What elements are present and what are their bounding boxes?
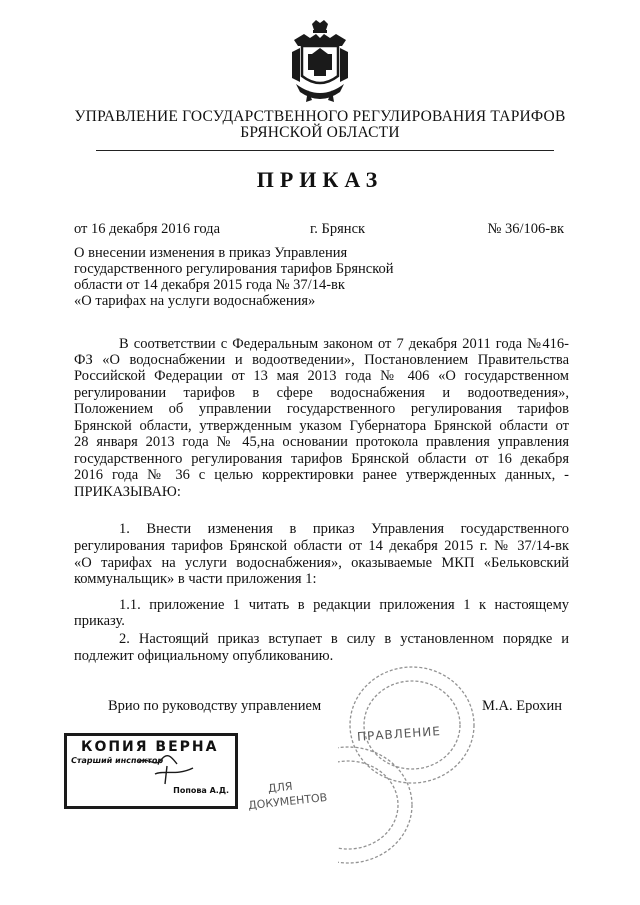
item-1-1-line: 1.1. приложение 1 читать в редакции приложения 1 к настоящему [119,597,569,613]
signatory-name: М.А. Ерохин [482,698,563,714]
preamble-line: государственного регулирования тарифов Брянской области от 16 декабря [74,451,569,467]
order-date: от 16 декабря 2016 года [74,221,220,237]
item-2-line: подлежит официальному опубликованию. [74,648,334,664]
subject-line: О внесении изменения в приказ Управления [74,245,348,261]
stamp-title: КОПИЯ ВЕРНА [81,739,219,755]
round-seal-stamp [338,655,478,865]
copy-verified-stamp [64,733,238,809]
preamble-line: Российской Федерации от 13 мая 2013 года № 406 «О государственном [74,368,569,384]
preamble-line: Брянской области, утвержденным указом Губернатора Брянской области от [74,418,569,434]
preamble-line: регулировании тарифов в сфере водоснабжения и водоотведения», [74,385,569,401]
item-1-line: «О тарифах на услуги водоснабжения», оказываемые МКП «Бельковский [74,555,569,571]
order-word: ПРИКАЗЫВАЮ: [74,484,181,500]
organization-name-line2: БРЯНСКОЙ ОБЛАСТИ [240,124,400,141]
seal-text: ДОКУМЕНТОВ [247,790,328,813]
preamble-line: В соответствии с Федеральным законом от 7 декабря 2011 года №416- [119,336,569,352]
handwritten-signature [137,754,197,790]
header-divider [96,150,554,151]
organization-name-line1: УПРАВЛЕНИЕ ГОСУДАРСТВЕННОГО РЕГУЛИРОВАНИЯ ТАРИФОВ [74,108,566,125]
signatory-role: Врио по руководству управлением [108,698,322,714]
item-1-1-line: приказу. [74,613,125,629]
item-2-line: 2. Настоящий приказ вступает в силу в установленном порядке и [119,631,569,647]
preamble-line: 28 января 2013 года № 45,на основании протокола правления управления [74,434,569,450]
coat-of-arms-emblem [288,18,352,106]
item-1-line: 1. Внести изменения в приказ Управления государственного [119,521,569,537]
preamble-line: 2016 года № 36 с целью корректировки ранее утвержденных данных, - [74,467,569,483]
document-title: ПРИКАЗ [256,167,384,192]
seal-text: ПРАВЛЕНИЕ [356,724,442,744]
stamp-role: Старший инспектор [70,756,164,765]
seal-text: ДЛЯ [267,779,294,796]
stamp-name: Попова А.Д. [173,786,229,795]
subject-line: государственного регулирования тарифов Брянской [74,261,394,277]
order-city: г. Брянск [310,221,366,237]
preamble-line: ФЗ «О водоснабжении и водоотведении», Постановлением Правительства [74,352,569,368]
item-1-line: регулирования тарифов Брянской области от 14 декабря 2015 г. № 37/14-вк [74,538,569,554]
subject-line: «О тарифах на услуги водоснабжения» [74,293,316,309]
preamble-line: Положением об управлении государственного регулирования тарифов [74,401,569,417]
order-number: № 36/106-вк [487,221,564,237]
item-1-line: коммунальщик» в части приложения 1: [74,571,317,587]
subject-line: области от 14 декабря 2015 года № 37/14-вк [74,277,345,293]
